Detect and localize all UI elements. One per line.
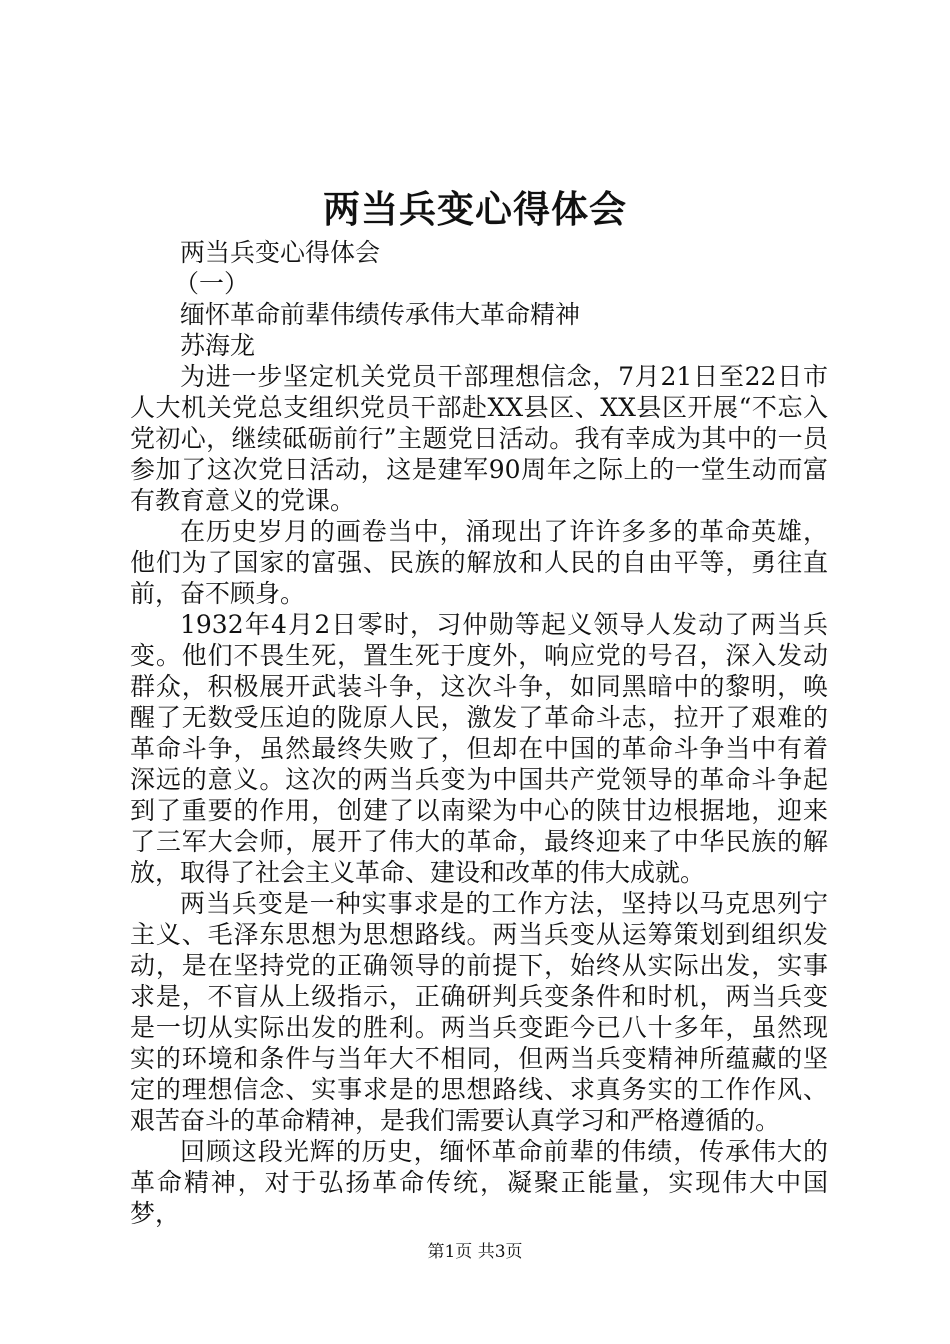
body-paragraph: 回顾这段光辉的历史，缅怀革命前辈的伟绩，传承伟大的革命精神，对于弘扬革命传统，凝聚正能量，实现伟大中国梦，: [130, 1137, 828, 1228]
body-paragraph: 在历史岁月的画卷当中，涌现出了许许多多的革命英雄，他们为了国家的富强、民族的解放和人民的自由平等，勇往直前，奋不顾身。: [130, 517, 828, 608]
body-paragraph: 为进一步坚定机关党员干部理想信念，7月21日至22日市人大机关党总支组织党员干部赴XX县区、XX县区开展“不忘入党初心，继续砥砺前行”主题党日活动。我有幸成为其中的一员参加了这次党日活动，这是建军90周年之际上的一堂生动而富有教育意义的党课。: [130, 362, 828, 515]
document-title: 两当兵变心得体会: [323, 187, 627, 231]
document-body: [130, 237, 828, 1229]
article-heading: 缅怀革命前辈伟绩传承伟大革命精神: [180, 300, 581, 329]
body-paragraph: 1932年4月2日零时，习仲勋等起义领导人发动了两当兵变。他们不畏生死，置生死于度外，响应党的号召，深入发动群众，积极展开武装斗争，这次斗争，如同黑暗中的黎明，唤醒了无数受压迫的陇原人民，激发了革命斗志，拉开了艰难的革命斗争，虽然最终失败了，但却在中国的革命斗争当中有着深远的意义。这次的两当兵变为中国共产党领导的革命斗争起到了重要的作用，创建了以南梁为中心的陕甘边根据地，迎来了三军大会师，展开了伟大的革命，最终迎来了中华民族的解放，取得了社会主义革命、建设和改革的伟大成就。: [130, 610, 828, 887]
body-paragraph: 两当兵变是一种实事求是的工作方法，坚持以马克思列宁主义、毛泽东思想为思想路线。两当兵变从运筹策划到组织发动，是在坚持党的正确领导的前提下，始终从实际出发，实事求是，不盲从上级指示，正确研判兵变条件和时机，两当兵变是一切从实际出发的胜利。两当兵变距今已八十多年，虽然现实的环境和条件与当年大不相同，但两当兵变精神所蕴藏的坚定的理想信念、实事求是的思想路线、求真务实的工作作风、艰苦奋斗的革命精神，是我们需要认真学习和严格遵循的。: [130, 889, 828, 1135]
subtitle: 两当兵变心得体会: [180, 238, 381, 267]
page-footer: 第1页 共3页: [427, 1242, 523, 1262]
author-name: 苏海龙: [180, 331, 256, 360]
section-number: （一）: [174, 269, 250, 298]
